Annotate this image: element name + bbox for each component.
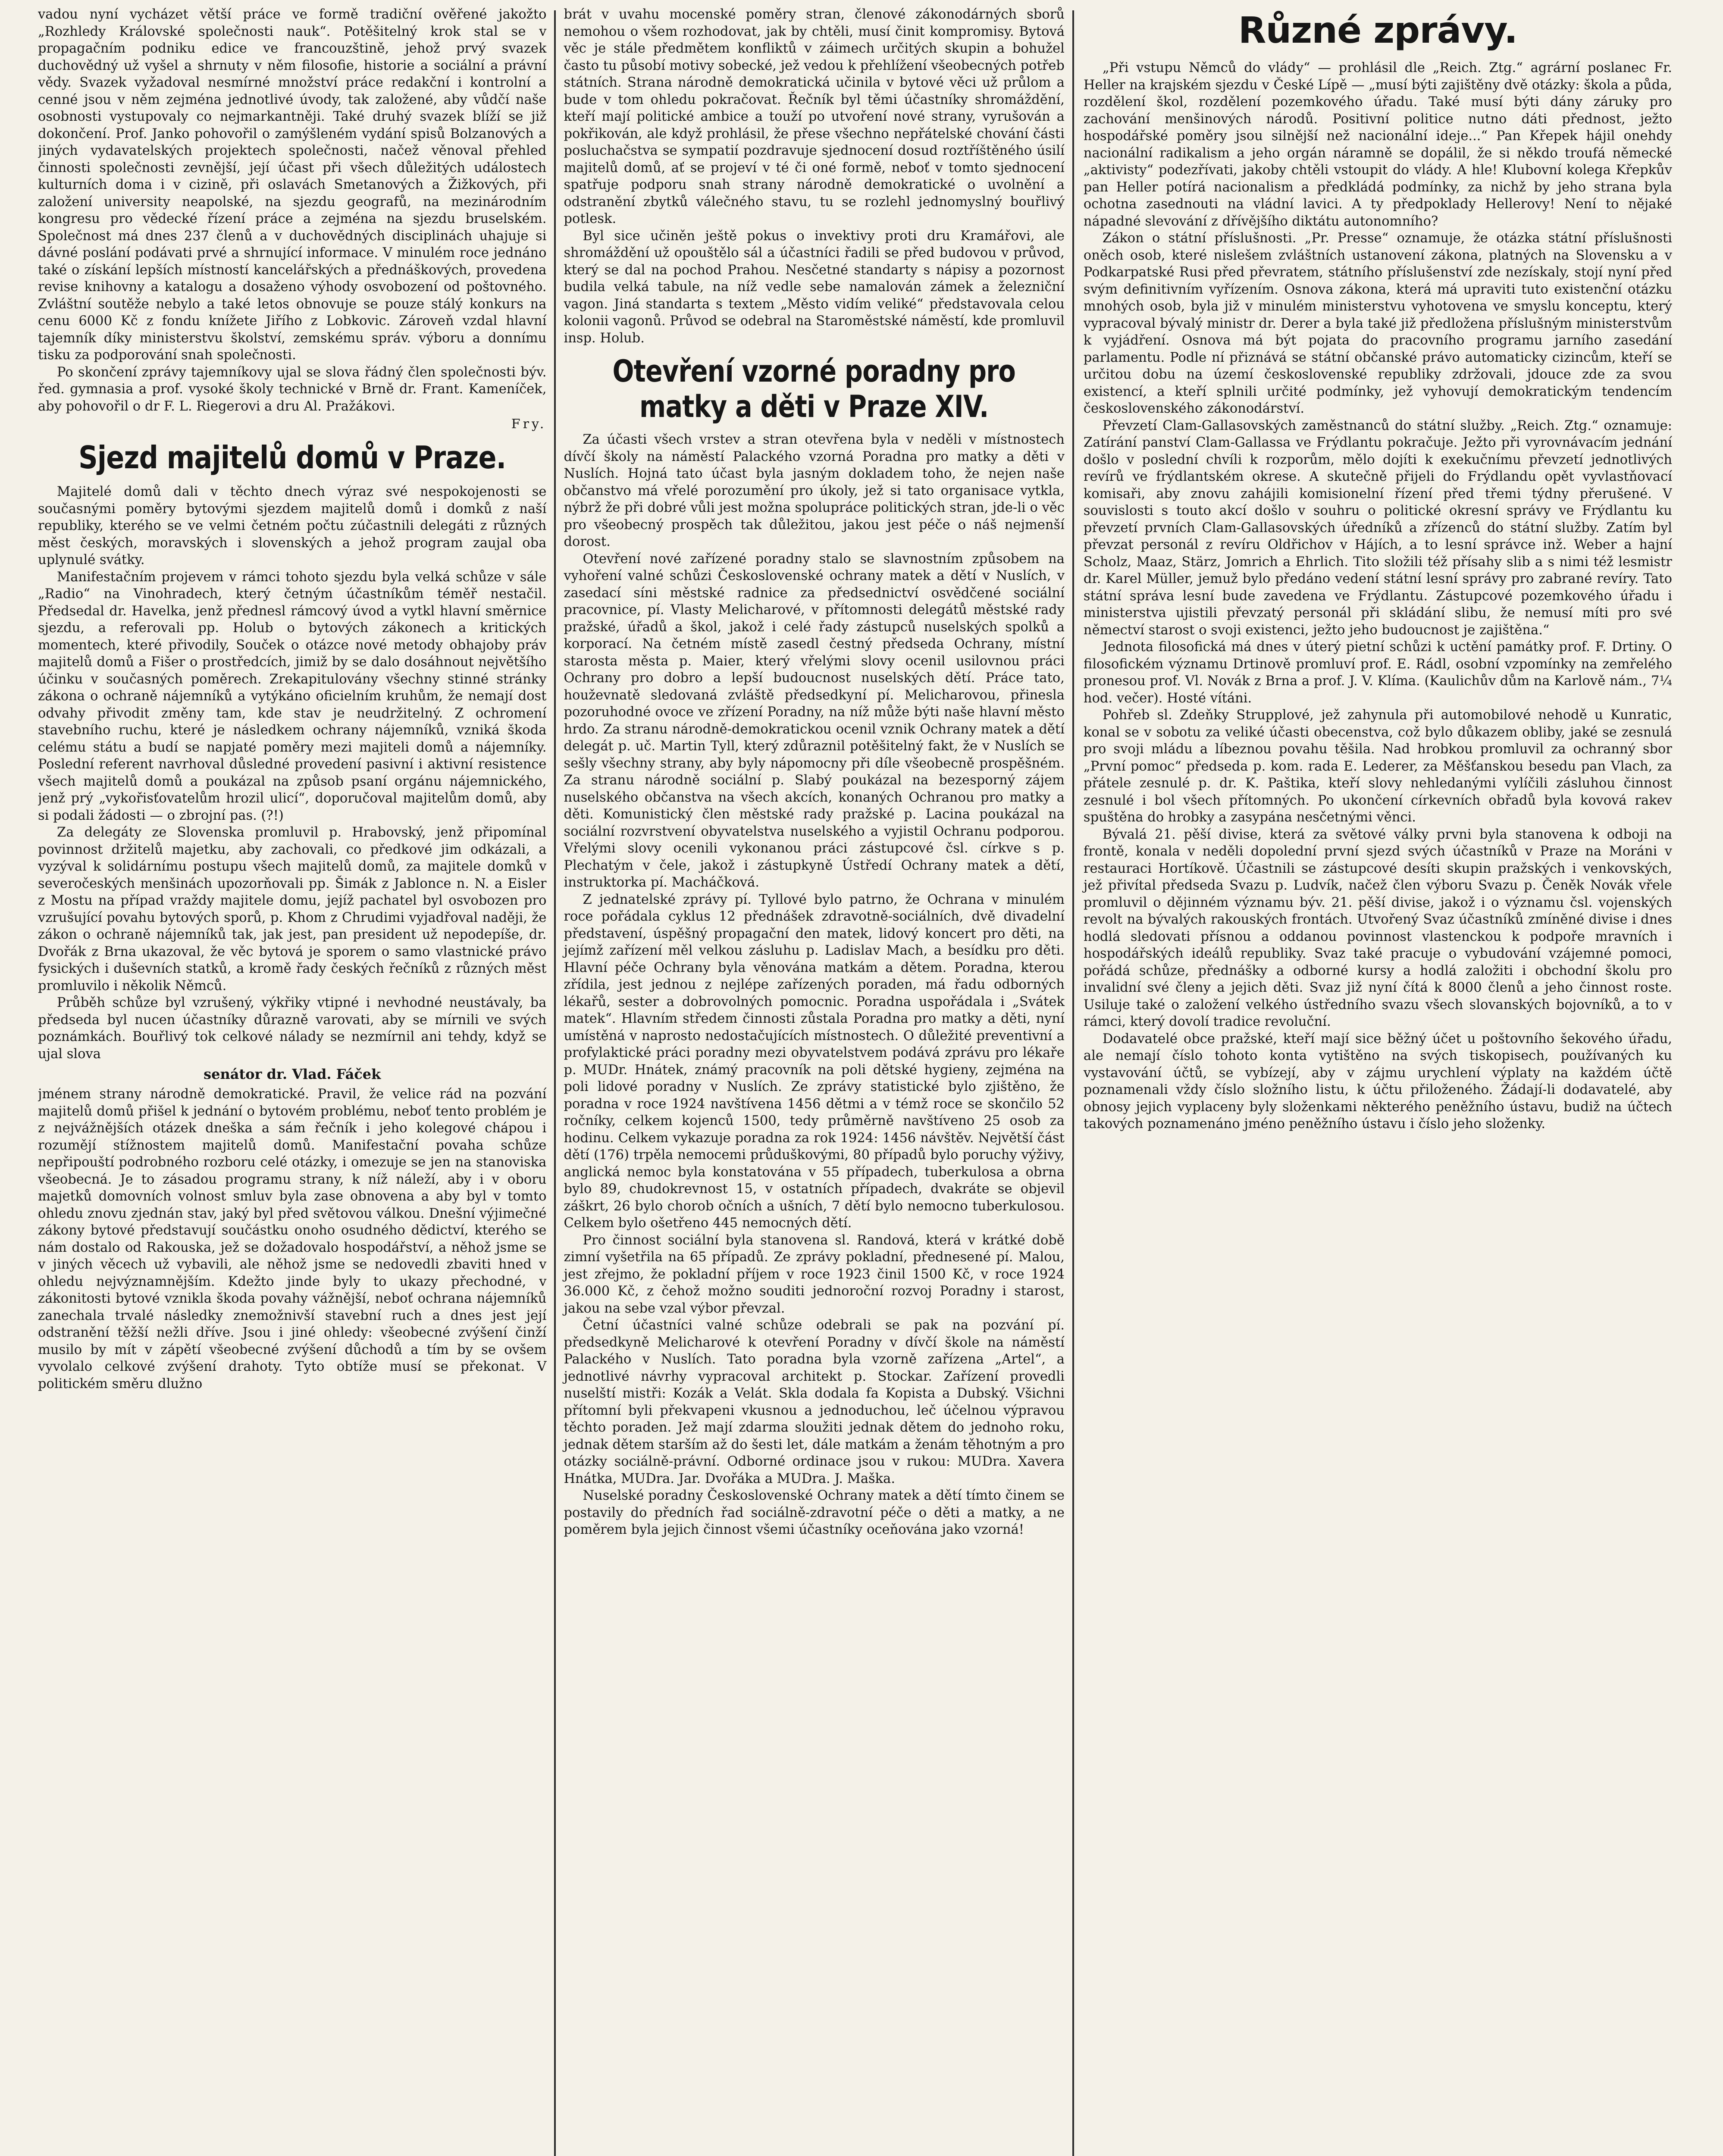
news-item: „Při vstupu Němců do vlády“ — prohlásil dle „Reich. Ztg.“ agrární poslanec Fr. Heller na krajském sjezdu v České Lípě — „musí býti zajištěny dvě otázky: škola a půda, rozdělení škol, rozdělení pozemkového úřadu. Také musí býti dány záruky pro zachování menšinových národů. Positivní politice nutno dáti přednost, ježto hospodářské poměry jsou silnější než nacionální ideje...“ Pan Křepek hájil onehdy nacionální radikalism a jeho orgán náramně se dopálil, že si někdo troufá německé „aktivisty“ podezřívati, jakoby chtěli vstoupit do vlády. A hle! Klubovní kolega Křepkův pan Heller potírá nacionalism a předkládá podmínky, za nichž by jeho strana byla ochotna zasednouti na vládní lavici. A ty předpoklady Hellerovy! Není to nějaké nápadné slevování z dřívějšího diktátu autonomního? xyxy=(1083,60,1672,229)
article-subhead: senátor dr. Vlad. Fáček xyxy=(204,1066,381,1082)
article-continuation-paragraph: Po skončení zprávy tajemníkovy ujal se slova řádný člen společnosti býv. řed. gymnasia a prof. vysoké školy technické v Brně dr. Frant. Kameníček, aby pohovořil o dr F. L. Riegerovi a dru Al. Pražákovi. xyxy=(38,364,547,414)
headline-sjezd-majitelu: Sjezd majitelů domů v Praze. xyxy=(78,439,506,476)
article-continuation-paragraph: vadou nyní vycházet větší práce ve formě tradiční ověřené jakožto „Rozhledy Královské společnosti nauk“. Potěšitelný krok stal se v propagačním podniku edice ve francouzštině, jehož prvý svazek duchovědný už vyšel a shrnuty v něm filosofie, historie a sociální a právní vědy. Svazek vyžadoval nesmírné množství práce redakční i kontrolní a cenné jsou v něm zejména jednotlivé úvody, tak založené, aby vůdčí naše osobnosti vystupovaly co nejmarkantněji. Také druhý svazek blíží se již dokončení. Prof. Janko pohovořil o zamýšleném vydání spisů Bolzanových a jiných vydavatelských projektech společnosti, načež věnoval přehled činnosti společnosti zevnější, její účast při všech důležitých událostech kulturních doma i v cizině, při oslavách Smetanových a Žižkových, při založení university neapolské, na sjezdu geografů, na mezinárodním kongresu pro vědecké řízení práce a zejména na sjezdu bruselském. Společnost má dnes 237 členů a v duchovědných disciplinách uhajuje si dávné poslání podávati prvé a shrnující informace. V minulém roce jednáno také o získání lepších místností kancelářských a přednáškových, provedena revise knihovny a katalogu a dosaženo výhody osvobození od poštovného. Zvláštní soutěže nebylo a také letos obnovuje se pouze stálý konkurs na cenu 6000 Kč z fondu knížete Jiřího z Lobkovic. Zároveň vzdal hlavní tajemník díky ministerstvu školství, zemskému správ. výboru a donnímu tisku za podporování snah společnosti. xyxy=(38,7,547,363)
author-signature: Fry. xyxy=(511,417,547,432)
article-paragraph: Nuselské poradny Československé Ochrany matek a dětí tímto činem se postavily do předních řad sociálně-zdravotní péče o děti a matky, a ne poměrem byla jejich činnost všemi účastníky oceňována jako vzorná! xyxy=(564,1488,1065,1537)
news-item: Převzetí Clam-Gallasovských zaměstnanců do státní služby. „Reich. Ztg.“ oznamuje: Zatírání panství Clam-Gallassa ve Frýdlantu pokračuje. Ježto při vyrovnávacím jednání došlo v poslední chvíli k rozporům, mělo dojíti k exekučnímu převzetí jednotlivých revírů ve frýdlantském okrese. A skutečně přijeli do Frýdlandu opět vyvlastňovací komisaři, aby znovu zahájili komisionelní řízení před třemi týdny přerušené. V souvislosti s touto akcí došlo v souhru o politické okresní správy ve Frýdlantu ku převzetí prvních Clam-Gallasovských úředníků a zřízenců do státní služby. Zatím byl převzat personál z revíru Oldřichov v Hájích, a to lesní správce inž. Weber a hajní Scholz, Maaz, Stärz, Jomrich a Ehrlich. Tito složili též přísahy slib a s nimi též lesmistr dr. Karel Müller, jemuž bylo předáno vedení státní lesní správy pro zabrané revíry. Tato státní správa lesní bude zavedena ve Frýdlantu. Zástupcové pozemkového úřadu i ministerstva ujistili převzatý personál při skládání slibu, že nemusí míti pro své němectví starost o svoji existenci, ježto jeho budoucnost je zajištěna.“ xyxy=(1083,418,1672,638)
article-paragraph: Otevření nové zařízené poradny stalo se slavnostním způsobem na vyhoření valné schůzi Československé ochrany matek a dětí v Nuslích, v zasedací síni městské radnice za předsednictví osvědčené sociální pracovnice, pí. Vlasty Melicharové, v přítomnosti delegátů městské rady pražské, úřadů a škol, jakož i celé řady zástupců nuselských spolků a korporací. Na četném místě zasedl čestný předseda Ochrany, místní starosta města p. Maier, který vřelými slovy ocenil usilovnou práci Ochrany pro dobro a lepší budoucnost nuselských dětí. Práce tato, houževnatě sledovaná zvláště předsedkyní pí. Melicharovou, přinesla pozoruhodné ovoce ve zřízení Poradny, na níž může býti naše hlavní město hrdo. Za stranu národně-demokratickou ocenil vznik Ochrany matek a dětí delegát p. uč. Martin Tyll, který zdůraznil potěšitelný fakt, že v Nuslích se sešly všechny strany, aby byly nápomocny při díle všeobecně prospěšném. Za stranu národně sociální p. Slabý poukázal na bezesporný zájem nuselského občanstva na všech akcích, konaných Ochranou pro matky a děti. Komunistický člen městské rady pražské p. Lacina poukázal na sociální rozvrstvení obyvatelstva nuselského a vyjistil Ochranu podporou. Vřelými slovy ocenili vykonanou práci zástupcové čsl. církve s p. Plechatým v čele, jakož i zástupkyně Ústředí Ochrany matek a dětí, instruktorka pí. Macháčková. xyxy=(564,551,1065,890)
article-paragraph: Pro činnost sociální byla stanovena sl. Randová, která v krátké době zimní vyšetřila na 65 případů. Ze zprávy pokladní, přednesené pí. Malou, jest zřejmo, že pokladní příjem v roce 1923 činil 1500 Kč, v roce 1924 36.000 Kč, z čehož možno souditi jednoroční rozvoj Poradny i starost, jakou na sebe vzal výbor převzal. xyxy=(564,1232,1065,1316)
news-item: Dodavatelé obce pražské, kteří mají sice běžný účet u poštovního šekového úřadu, ale nemají číslo tohoto konta vytištěno na svých tiskopisech, používaných ku vystavování účtů, se vybízejí, aby v zájmu urychlení výplaty na každém účtě poznamenali vždy číslo složního listu, k účtu přiloženého. Žádají-li dodavatelé, aby obnosy jejich vyplaceny byly složenkami některého peněžního ústavu, budiž na účtech takových poznamenáno jméno peněžního ústavu i číslo jeho složenky. xyxy=(1083,1031,1672,1131)
column-1 xyxy=(38,6,554,2156)
article-paragraph: Četní účastníci valné schůze odebrali se pak na pozvání pí. předsedkyně Melicharové k otevření Poradny v dívčí škole na náměstí Palackého v Nuslích. Tato poradna byla vzorně zařízena „Artel“, a jednotlivé návrhy vypracoval architekt p. Stockar. Zařízení provedli nuselští mistři: Kozák a Velát. Skla dodala fa Kopista a Dubský. Všichni přítomní byli překvapeni vkusnou a jednoduchou, leč účelnou výpravou těchto poraden. Jež mají zdarma sloužiti jednak dětem do jednoho roku, jednak dětem starším až do šesti let, dále matkám a ženám těhotným a pro otázky sociálně-právní. Odborné ordinace jsou v rukou: MUDra. Xavera Hnátka, MUDra. Jar. Dvořáka a MUDra. J. Maška. xyxy=(564,1318,1065,1486)
article-paragraph: jménem strany národně demokratické. Pravil, že velice rád na pozvání majitelů domů přišel k jednání o bytovém problému, neboť tento problém je z nejvážnějších otázek dneška a sám řečník i jeho kolegové chápou i rozumějí stížnostem majitelů domů. Manifestační povaha schůze nepřipouští podrobného rozboru celé otázky, i omezuje se jen na stanoviska všeobecná. Je to zásadou programu strany, k níž náleží, aby i v oboru majetků domovních volnost smluv byla zase obnovena a aby byl v tomto ohledu znovu zjednán stav, jaký byl před světovou válkou. Dnešní výjimečné zákony bytové představují součástku onoho osudného dědictví, kterého se nám dostalo od Rakouska, jež se dožadovalo hospodářství, a něhož jsme se v jiných věcech už vybavili, ale něhož jsme se nedovedli zbaviti hned v ohledu nejvýznamnějším. Kdežto jinde byly to ukazy přechodné, v zákonitosti bytové vznikla škoda povahy vážnější, neboť ochrana nájemníků zanechala trvalé následky znemožnivší stavební ruch a dnes jest její odstranění těžší nežli dříve. Jsou i jiné ohledy: všeobecné zvýšení činží musilo by mít v zápětí všeobecné zvýšení důchodů a tím by se ovšem vyvolalo celkové zvýšení drahoty. Tyto obtíže musí se překonat. V politickém směru dlužno xyxy=(38,1087,547,1391)
news-item: Pohřeb sl. Zdeňky Strupplové, jež zahynula při automobilové nehodě u Kunratic, konal se v sobotu za veliké účasti obecenstva, což bylo důkazem obliby, jaké se zesnulá pro svoji mládu a líbeznou povahu těšila. Nad hrobkou promluvil za ochranný sbor „První pomoc“ předseda p. kom. rada E. Lederer, za Měšťanskou besedu pan Vlach, za přátele zesnulé p. dr. K. Paštika, kteří slovy nehledanými vylíčili zásluhou činnost zesnulé i bol všech přítomných. Po ukončení církevních obřadů byla kovová rakev spuštěna do hrobky a zasypána nesčetnými věnci. xyxy=(1083,708,1672,825)
article-continuation-paragraph: brát v uvahu mocenské poměry stran, členové zákonodárných sborů nemohou o všem rozhodovat, jak by chtěli, musí činit kompromisy. Bytová věc je stále předmětem konfliktů v záimech určitých skupin a bohužel často tu působí motivy sobecké, jež vedou k přehlížení všeobecných potřeb státních. Strana národně demokratická učinila v bytové věci už průlom a bude v tom ohledu pokračovat. Řečník byl těmi účastníky shromáždění, kteří mají politické ambice a touží po utvoření nové strany, vyrušován a pokřikován, ale když prohlásil, že přese všechno nepřátelské chování části posluchačstva se sympatií pozdravuje sjednocení dosud roztříštěného úsilí majitelů domů, ať se projeví v té či oné formě, neboť v tomto sjednocení spatřuje podporu snah strany národně demokratické o uvolnění a odstranění zbytků válečného stavu, tu se rozlehl jednomyslný bouřlivý potlesk. xyxy=(564,7,1065,226)
news-item: Jednota filosofická má dnes v úterý pietní schůzi k uctění památky prof. F. Drtiny. O filosofickém významu Drtinově promluví prof. E. Rádl, osobní vzpomínky na zemřelého pronesou prof. Vl. Novák z Brna a prof. J. V. Klíma. (Kaulichův dům na Karlově nám., 7¼ hod. večer). Hosté vítáni. xyxy=(1083,639,1672,706)
column-2 xyxy=(556,6,1072,2156)
article-paragraph: Průběh schůze byl vzrušený, výkřiky vtipné i nevhodné neustávaly, ba předseda byl nucen účastníky důrazně varovati, aby se mírnili ve svých poznámkách. Bouřlivý tok celkové nálady se nezmírnil ani tehdy, když se ujal slova xyxy=(38,995,547,1062)
column-3 xyxy=(1074,6,1672,2156)
headline-otevreni-poradny: Otevření vzorné poradny pro matky a děti v Praze XIV. xyxy=(612,354,1016,424)
news-item: Zákon o státní příslušnosti. „Pr. Presse“ oznamuje, že otázka státní příslušnosti oněch osob, které nislešem zvláštních ustanovení zákona, platných na Slovensku a v Podkarpatské Rusi před převratem, státního příslušenství zde nezískaly, stojí nyní před svým definitivním vyřízením. Osnova zákona, která má upraviti tuto existenční otázku mnohých osob, byla již v minulém ministerstvu vyhotovena ve smyslu konceptu, který vypracoval bývalý ministr dr. Derer a byla také již předložena příslušným ministerstvům k vyjádření. Osnova má být pojata do pracovního programu jarního zasedání parlamentu. Podle ní přiznává se státní občanské právo automaticky cizincům, kteří se určitou dobu na území československé republiky zdržovali, jdouce zde za svou existencí, a kteří splnili určité podmínky, jež vyhovují demokratickým tendencím československého zákonodárství. xyxy=(1083,231,1672,416)
article-paragraph: Za účasti všech vrstev a stran otevřena byla v neděli v místnostech dívčí školy na náměstí Palackého vzorná Poradna pro matky a děti v Nuslích. Hojná tato účast byla jasným dokladem toho, že nejen naše občanstvo má vřelé porozumění pro úkoly, jež si tato organisace vytkla, nýbrž že při dobré vůli jest možna spolupráce politických stran, jde-li o věc pro všeobecný prospěch tak důležitou, jakou jest péče o náš nejmenší dorost. xyxy=(564,432,1065,549)
article-paragraph: Manifestačním projevem v rámci tohoto sjezdu byla velká schůze v sále „Radio“ na Vinohradech, který četným účastníkům téměř nestačil. Předsedal dr. Havelka, jenž přednesl rámcový úvod a vytkl hlavní směrnice sjezdu, a referovali pp. Holub o bytových zákonech a kritických momentech, které přivodily, Souček o otázce nové metody obhajoby práv majitelů domů a Fišer o prostředcích, jimiž by se dalo dosáhnout největšího účinku v současných poměrech. Zrekapitulovány všechny stinné stránky zákona o ochraně nájemníků a vytýkáno oficielním kruhům, že nemají dost odvahy přivodit změny tam, kde stav je neudržitelný. Z ochromení stavebního ruchu, které je následkem ochrany nájemníků, vzniká škoda celému státu a budí se napjaté poměry mezi majiteli domů a nájemníky. Poslední referent navrhoval důsledné provedení pasivní i aktivní resistence všech majitelů domů a poukázal na způsob psaní orgánu nájemnického, jenž prý „vykořisťovatelům hrozil ulicí“, doporučoval majitelům domů, aby si podali žádosti — o zbrojní pas. (?!) xyxy=(38,569,547,823)
headline-ruzne-zpravy: Různé zprávy. xyxy=(1238,9,1518,51)
article-paragraph: Za delegáty ze Slovenska promluvil p. Hrabovský, jenž připomínal povinnost držitelů majetku, aby zachovali, co předkové jim odkázali, a vyzýval k solidárnímu postupu všech majitelů domů, za majitele domků v severočeských menšinách upozorňovali pp. Šimák z Jablonce n. N. a Eisler z Mostu na případ vraždy majitele domu, jejíž pachatel byl osvobozen pro vzrušující povahu bytových sporů, p. Khom z Chrudimi vyjadřoval naději, že zákon o ochraně nájemníků tak, jak jest, pan president už nepodepíše, dr. Dvořák z Brna ukazoval, že věc bytová je sporem o samo vlastnické právo fysických i duševních statků, a kromě řady českých řečníků z různých měst promluvilo i několik Němců. xyxy=(38,825,547,993)
article-paragraph: Z jednatelské zprávy pí. Tyllové bylo patrno, že Ochrana v minulém roce pořádala cyklus 12 přednášek zdravotně-sociálních, dvě divadelní představení, úspěšný propagační den matek, lidový koncert pro děti, na jejímž zařízení měl velkou zásluhu p. Ladislav Mach, a besídku pro děti. Hlavní péče Ochrany byla věnována matkám a dětem. Poradna, kterou zřídila, jest jednou z nejlépe zařízených poraden, má řadu odborných lékařů, sester a dobrovolných pomocnic. Poradna uspořádala i „Svátek matek“. Hlavním středem činnosti zůstala Poradna pro matky a děti, nyní umístěná v naprosto nedostačujících místnostech. O důležité preventivní a profylaktické práci poradny mezi obyvatelstvem podává zprávu pro lékaře p. MUDr. Hnátek, známý pracovník na poli dětské hygieny, zejména na poli lidové poradny v Nuslích. Ze zprávy statistické bylo zjištěno, že poradna v roce 1924 navštívena 1456 dětmi a v témž roce se skončilo 52 ročníky, celkem kojenců 1500, tedy průměrně navštíveno 25 osob za hodinu. Celkem vykazuje poradna za rok 1924: 1456 návštěv. Největší část dětí (176) trpěla nemocemi průduškovými, 80 případů bylo poruchy výživy, anglická nemoc byla konstatována v 55 případech, tuberkulosa a obrna bylo 89, chudokrevnost 15, v ostatních případech, dvakráte se objevil záškrt, 26 bylo chorob očních a ušních, 7 dětí bylo nemocno tuberkulosou. Celkem bylo ošetřeno 445 nemocných dětí. xyxy=(564,892,1065,1231)
columns xyxy=(38,6,1672,2156)
article-paragraph: Majitelé domů dali v těchto dnech výraz své nespokojenosti se současnými poměry bytovými sjezdem majitelů domů i domků z naší republiky, kterého se ve velmi četném počtu zúčastnili delegáti z různých měst českých, moravských i slovenských a jehož program zaujal oba uplynulé svátky. xyxy=(38,484,547,567)
news-item: Bývalá 21. pěší divise, která za světové války prvni byla stanovena k odboji na frontě, konala v neděli dopolední první sjezd svých účastníků v Praze na Moráni v restauraci Hortíkově. Účastnili se zástupcové desíti skupin pražských i venkovských, jež přivítal předseda Svazu p. Ludvík, načež člen výboru Svazu p. Čeněk Novák vřele promluvil o dějinném významu býv. 21. pěší divise, jakož i o významu čsl. vojenských revolt na bývalých rakouských frontách. Utvořený Svaz účastníků zmíněné divise i dnes hodlá sledovati přísnou a oddanou povinnost vlastenckou k podpoře mravních i hospodářských ideálů republiky. Svaz také pracuje o vybudování vzájemné pomoci, pořádá schůze, přednášky a odborné kursy a hodlá založiti i obchodní školu pro invalidní své členy a jejich děti. Svaz již nyní čítá k 8000 členů a jeho činnost roste. Usiluje také o založení velkého ústředního svazu všech slovanských bojovníků, a to v rámci, který dovolí tradice revoluční. xyxy=(1083,827,1672,1029)
article-paragraph: Byl sice učiněn ještě pokus o invektivy proti dru Kramářovi, ale shromáždění už opouštělo sál a účastníci řadili se před budovou v průvod, který se dal na pochod Prahou. Nesčetné standarty s nápisy a pozornost budila velká tabule, na níž vedle sebe namalován zámek a železniční vagon. Jiná standarta s textem „Město vidím veliké“ představovala celou kolonii vagonů. Průvod se odebral na Staroměstské náměstí, kde promluvil insp. Holub. xyxy=(564,228,1065,346)
